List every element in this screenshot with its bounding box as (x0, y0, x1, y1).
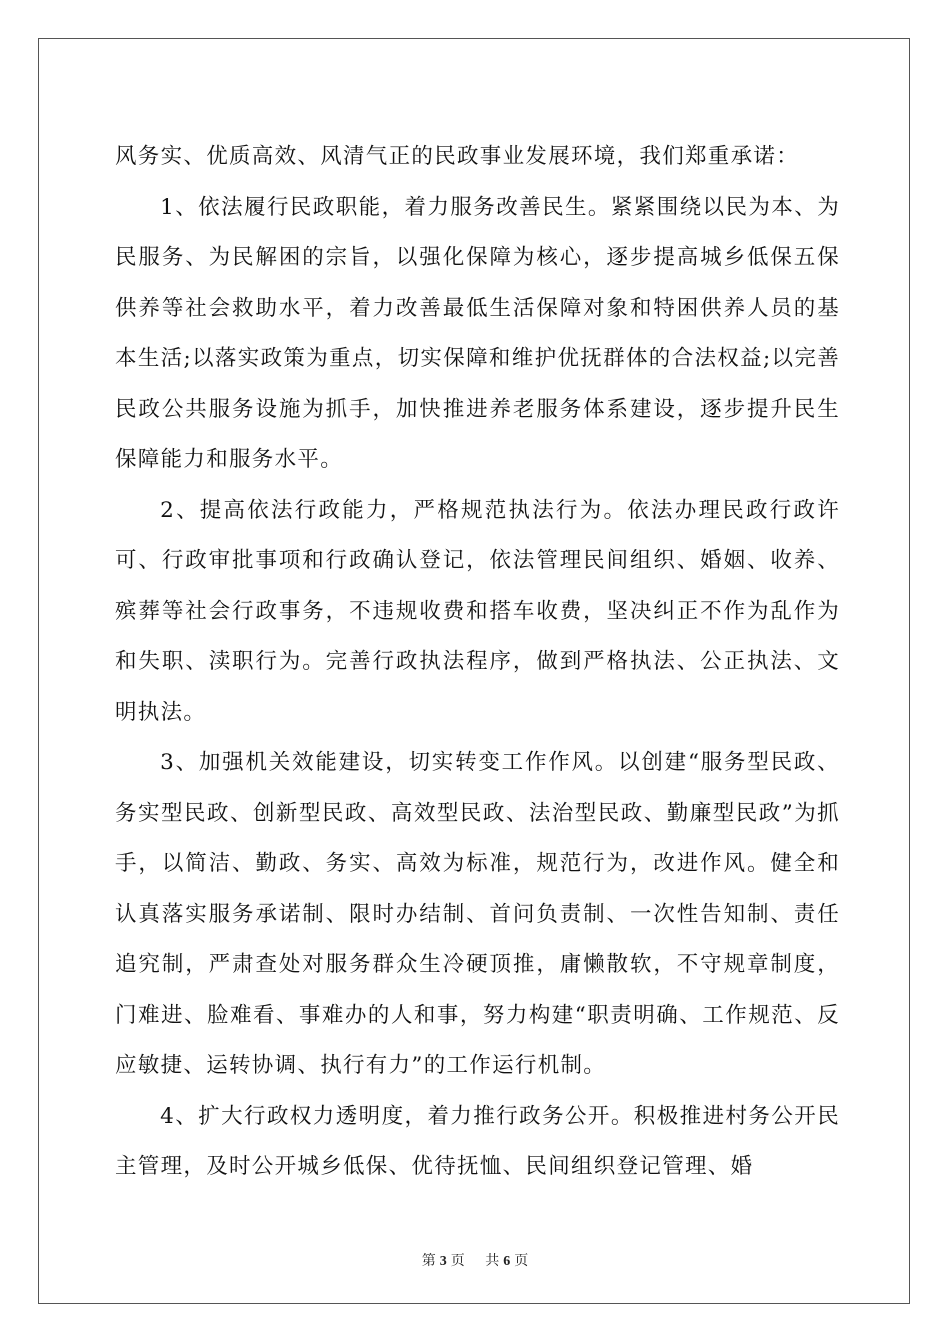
paragraph-item-3: 3、加强机关效能建设，切实转变工作作风。以创建“服务型民政、务实型民政、创新型民政、高效型民政、法治型民政、勤廉型民政”为抓手，以简洁、勤政、务实、高效为标准，规范行为，改进作风。健全和认真落实服务承诺制、限时办结制、首问负责制、一次性告知制、责任追究制，严肃查处对服务群众生冷硬顶推，庸懒散软，不守规章制度，门难进、脸难看、事难办的人和事，努力构建“职责明确、工作规范、反应敏捷、运转协调、执行有力”的工作运行机制。 (115, 750, 840, 1078)
total-prefix: 共 (485, 1253, 500, 1269)
paragraph-item-2: 2、提高依法行政能力，严格规范执法行为。依法办理民政行政许可、行政审批事项和行政确认登记，依法管理民间组织、婚姻、收养、殡葬等社会行政事务，不违规收费和搭车收费，坚决纠正不作为乱作为和失职、渎职行为。完善行政执法程序，做到严格执法、公正执法、文明执法。 (115, 497, 840, 725)
total-indicator (481, 1253, 532, 1269)
page-number: 3 (439, 1254, 447, 1269)
document-body (115, 132, 840, 1193)
paragraph-continuation: 风务实、优质高效、风清气正的民政事业发展环境，我们郑重承诺： (115, 144, 800, 169)
total-pages: 6 (503, 1254, 511, 1269)
page-suffix: 页 (450, 1253, 465, 1269)
page-footer (0, 1250, 950, 1270)
paragraph-item-4: 4、扩大行政权力透明度，着力推行政务公开。积极推进村务公开民主管理，及时公开城乡低保、优待抚恤、民间组织登记管理、婚 (115, 1103, 840, 1179)
paragraph-item-1: 1、依法履行民政职能，着力服务改善民生。紧紧围绕以民为本、为民服务、为民解困的宗旨，以强化保障为核心，逐步提高城乡低保五保供养等社会救助水平，着力改善最低生活保障对象和特困供养人员的基本生活;以落实政策为重点，切实保障和维护优抚群体的合法权益;以完善民政公共服务设施为抓手，加快推进养老服务体系建设，逐步提升民生保障能力和服务水平。 (115, 194, 840, 472)
page-prefix: 第 (421, 1253, 436, 1269)
page-indicator (418, 1253, 469, 1269)
total-suffix: 页 (514, 1253, 529, 1269)
